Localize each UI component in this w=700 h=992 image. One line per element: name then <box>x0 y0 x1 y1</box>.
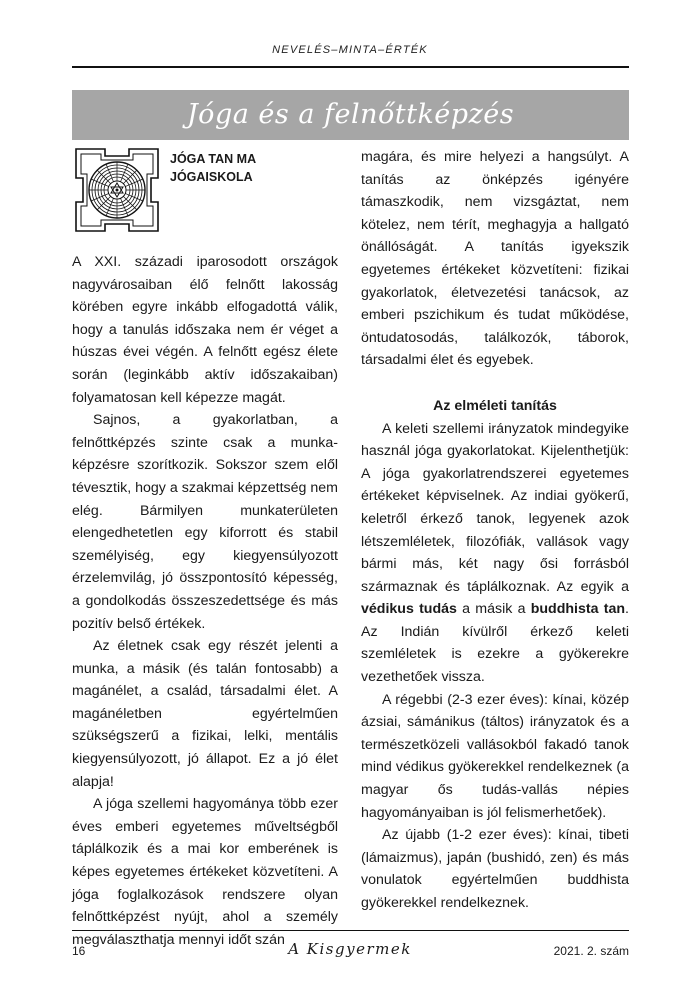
running-header: NEVELÉS–MINTA–ÉRTÉK <box>272 44 428 56</box>
paragraph: Az újabb (1-2 ezer éves): kínai, tibeti (lámaizmus), japán (bushidó, zen) és más vonulatok egyértelműen buddhista gyökerekkel rendelkeznek. <box>361 827 629 911</box>
text-run: A keleti szellemi irányzatok mindegyike használ jóga gyakorlatokat. Kijelenthetjük: A jóga gyakorlatrendszerei egyetemes értékeket képviselnek. Az indiai gyökerű, keletről érkező tanok, legyenek azok létszemléletek, filozófiák, vallások vagy bármi más, két nagy ősi forrásból származnak és táplálkoznak. Az egyik a <box>361 420 629 595</box>
paragraph: Az életnek csak egy részét jelenti a munka, a másik (és talán fontosabb) a magánélet, a család, társadalmi élet. A magánéletben egyértelműen szükségszerű a fizikai, lelki, mentális kiegyensúlyozott, jó állapot. Ez a jó élet alapja! <box>72 638 338 790</box>
paragraph: A régebbi (2-3 ezer éves): kínai, közép ázsiai, sámánikus (táltos) irányzatok és a természetközeli vallásokból fakadó tanok mind védikus gyökerekkel rendelkeznek (a magyar ős tudás-vallás népies hagyományaiban is jól felismerhetőek). <box>361 691 629 821</box>
bold-term: buddhista tan <box>530 601 626 618</box>
section-subheading: Az elméleti tanítás <box>433 397 557 414</box>
article-title: Jóga és a felnőttképzés <box>186 99 515 130</box>
right-column <box>361 146 629 915</box>
magazine-name: A Kisgyermek <box>288 940 412 958</box>
paragraph: A XXI. századi iparosodott országok nagyvárosaiban élő felnőtt lakosság körében egyre inkább elfogadottá válik, hogy a tanulás időszaka nem ér véget a húszas évei végén. A felnőtt egész élete során (leginkább aktív időszakaiban) folyamatosan kell képezze magát. <box>72 254 338 406</box>
school-name <box>170 150 330 186</box>
school-name-line2: JÓGAISKOLA <box>170 170 253 184</box>
issue-label: 2021. 2. szám <box>553 944 629 958</box>
paragraph <box>361 418 629 689</box>
text-run: a másik a <box>456 601 531 618</box>
left-column <box>72 251 338 951</box>
paragraph: Sajnos, a gyakorlatban, a felnőttképzés szinte csak a munka-képzésre szorítkozik. Sokszor szem elől tévesztik, hogy a szakmai képzettség nem elég. Bármilyen munkaterületen elengedhetetlen egy kiforrott és stabil személyiség, egy kiegyensúlyozott érzelemvilág, jó összpontosító képesség, a gondolkodás összeszedettsége és más pozitív belső értékek. <box>72 412 338 632</box>
school-name-line1: JÓGA TAN MA <box>170 152 257 166</box>
paragraph: A jóga szellemi hagyománya több ezer éves emberi egyetemes műveltségből táplálkozik és a mai kor emberének is képes egyetemes értékeket közvetíteni. A jóga foglalkozások rendszere olyan felnőttképzést nyújt, ahol a személy megválaszthatja mennyi időt szán <box>72 796 338 948</box>
footer-rule <box>72 930 629 931</box>
paragraph: magára, és mire helyezi a hangsúlyt. A tanítás az önképzés igényére támaszkodik, nem vizsgáztat, nem kötelez, nem térít, meghagyja a hallgató önállóságát. A tanítás igyekszik egyetemes értékeket közvetíteni: fizikai gyakorlatok, életvezetési tanácsok, az emberi pszichikum és tudat működése, öntudatosodás, találkozók, táborok, társadalmi élet és egyebek. <box>361 149 629 369</box>
page-number: 16 <box>72 944 86 958</box>
text-run: . Az Indián kívülről érkező keleti szemléletek is ezekre a gyökerekre vezethetőek vissza. <box>361 601 629 686</box>
title-band <box>72 90 629 140</box>
yantra-mandala-logo <box>72 145 162 235</box>
bold-term: védikus tudás <box>361 601 457 618</box>
header-rule <box>72 66 629 68</box>
